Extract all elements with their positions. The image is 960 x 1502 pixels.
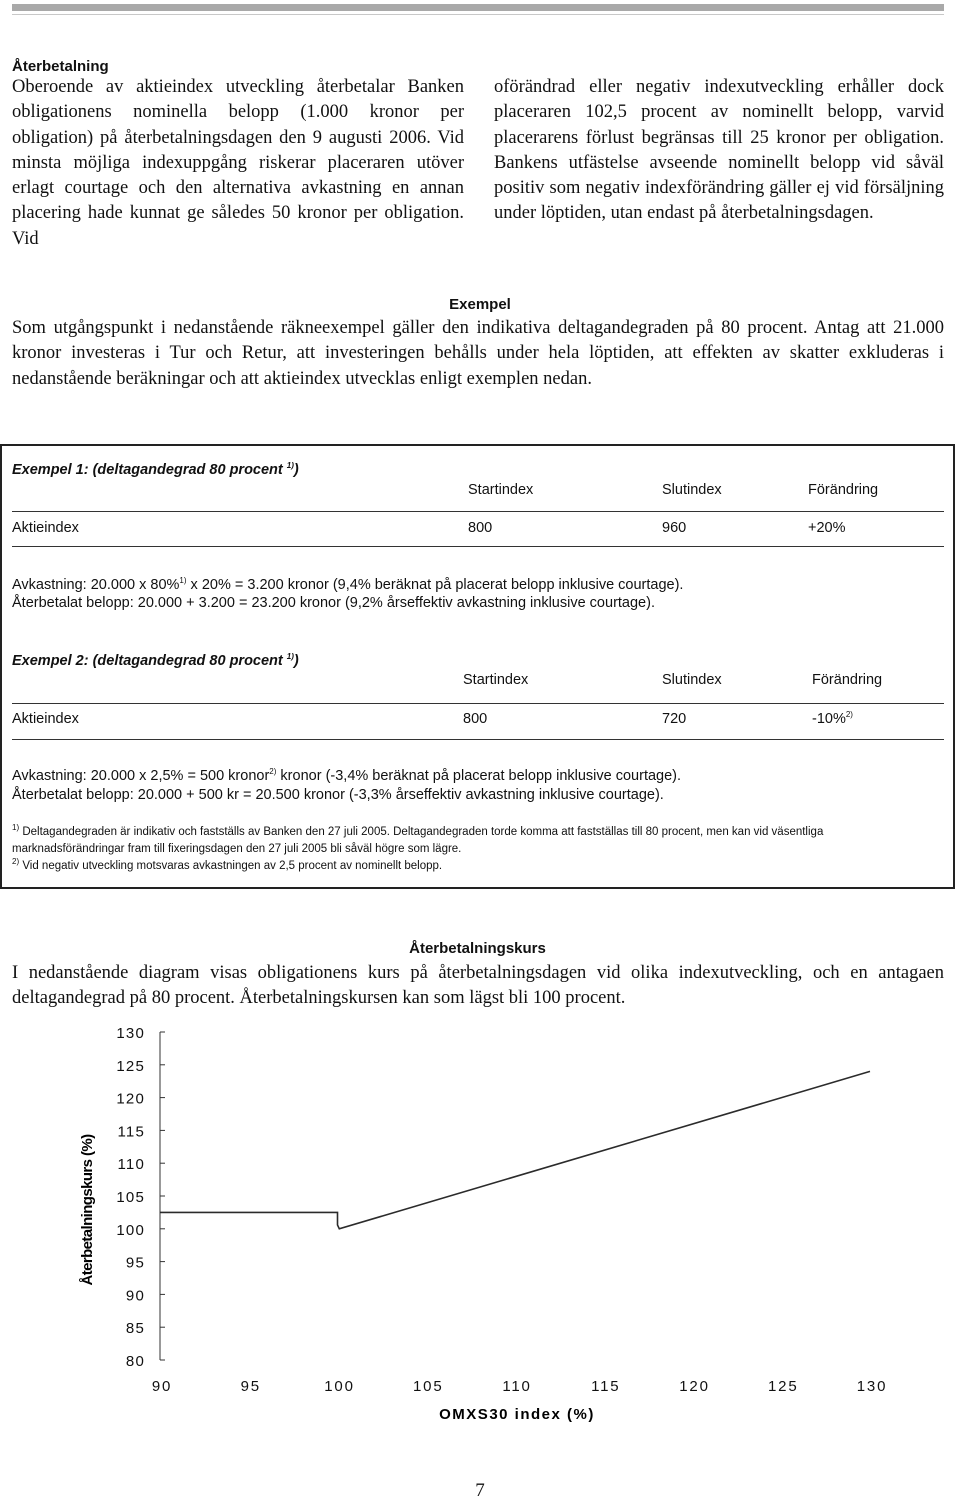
x-tick-label: 110 — [502, 1378, 532, 1395]
y-tick-label: 125 — [116, 1057, 145, 1075]
x-tick-label: 100 — [324, 1378, 355, 1395]
y-tick-label: 105 — [116, 1189, 145, 1206]
example2-end-value: 720 — [662, 711, 687, 727]
paragraph-right: oförändrad eller negativ indexutveckling erhåller dock placeraren 102,5 procent av nominellt belopp, varvid placerarens förlust begränsas till 25 kronor per obligation. Bankens utfästelse avseende nominellt belopp vid såväl positiv som negativ indexförändring gäller ej vid försäljning under löptiden, utan endast på återbetalningsdagen. — [494, 77, 944, 224]
example1-end-value: 960 — [662, 520, 687, 536]
example1-aterbetalat: Återbetalat belopp: 20.000 + 3.200 = 23.200 kronor (9,2% årseffektiv avkastning inklusive courtage). — [12, 595, 655, 611]
x-tick-label: 130 — [856, 1378, 888, 1395]
x-tick-label: 90 — [151, 1378, 173, 1395]
x-axis-label: OMXS30 index (%) — [439, 1406, 595, 1423]
example2-row-label: Aktieindex — [12, 711, 79, 727]
y-tick-label: 80 — [125, 1353, 145, 1370]
example2-col-change: Förändring — [812, 672, 883, 688]
y-tick-label: 115 — [117, 1123, 145, 1141]
example2-col-end: Slutindex — [662, 672, 722, 688]
example2-start-value: 800 — [463, 711, 488, 727]
y-tick-label: 85 — [125, 1320, 145, 1338]
y-tick-label: 90 — [125, 1287, 145, 1305]
section-heading: Återbetalning — [12, 58, 109, 75]
example1-col-start: Startindex — [468, 482, 534, 498]
page-number: 7 — [475, 1480, 485, 1501]
exempel-heading: Exempel — [449, 296, 511, 313]
y-tick-label: 130 — [116, 1025, 145, 1042]
top-rule — [12, 4, 944, 11]
example2-title: Exempel 2: (deltagandegrad 80 procent $^{1)}$) — [12, 652, 299, 669]
top-rule-thin — [12, 14, 944, 15]
example1-rule-top — [12, 511, 944, 512]
y-axis-label: Återbetalningskurs (%) — [79, 1134, 96, 1286]
example1-title: Exempel 1: (deltagandegrad 80 procent $^{1)}$) — [12, 461, 299, 478]
x-tick-label: 95 — [240, 1378, 261, 1395]
exempel-intro: Som utgångspunkt i nedanstående räkneexempel gäller den indikativa deltagandegraden på 80 procent. Antag att 21.000 kronor investeras i Tur och Retur, att investeringen behålls under hela löptiden, att effekten av skatter exkluderas i nedanstående beräkningar och att aktieindex utvecklas enligt exemplen nedan. — [12, 318, 944, 389]
example2-avkastning: Avkastning: 20.000 x 2,5% = 500 kronor$^{2)}$ kronor (-3,4% beräknat på placerat belopp inklusive courtage). — [12, 767, 682, 784]
x-tick-label: 120 — [679, 1378, 710, 1395]
example1-col-end: Slutindex — [662, 482, 722, 498]
example1-change-value: +20% — [808, 520, 846, 536]
footnote-1: $^{1)}$ Deltagandegraden är indikativ och fastställs av Banken den 27 juli 2005. Deltagandegraden torde komma att fastställas till 80 procent, men kan vid väsentliga marknadsförändringar fram till fixeringsdagen den 27 juli 2005 bli såväl högre som lägre. — [12, 823, 824, 855]
y-tick-label: 110 — [117, 1156, 145, 1174]
example2-col-start: Startindex — [463, 672, 529, 688]
series-line — [160, 1071, 870, 1228]
footnote-2: $^{2)}$ Vid negativ utveckling motsvaras avkastningen av 2,5 procent av nominellt belopp. — [12, 857, 443, 872]
repayment-chart — [0, 1010, 960, 1430]
y-tick-label: 100 — [116, 1221, 145, 1239]
example1-avkastning: Avkastning: 20.000 x 80%$^{1)}$ x 20% = 3.200 kronor (9,4% beräknat på placerat belopp inklusive courtage). — [12, 576, 684, 593]
y-tick-label: 95 — [125, 1254, 145, 1272]
x-tick-label: 115 — [591, 1378, 621, 1395]
y-tick-label: 120 — [116, 1090, 145, 1108]
example2-rule-bottom — [12, 739, 944, 740]
x-tick-label: 105 — [413, 1378, 444, 1395]
chart-heading: Återbetalningskurs — [409, 940, 546, 957]
x-axis — [152, 1378, 887, 1395]
example1-row-label: Aktieindex — [12, 520, 79, 536]
example1-col-change: Förändring — [808, 482, 879, 498]
example2-change-value: -10%$^{2)}$ — [812, 710, 853, 727]
example2-aterbetalat: Återbetalat belopp: 20.000 + 500 kr = 20.500 kronor (-3,3% årseffektiv avkastning inklusive courtage). — [12, 787, 664, 803]
example1-start-value: 800 — [468, 520, 493, 536]
paragraph-left: Oberoende av aktieindex utveckling återbetalar Banken obligationens nominella belopp (1.000 kronor per obligation) på återbetalningsdagen den 9 augusti 2006. Vid minsta möjliga indexuppgång riskerar placeraren utöver erlagt courtage och den alternativa avkastning en annan placering hade kunnat ge således 50 kronor per obligation. Vid — [12, 77, 464, 249]
chart-series — [160, 1071, 870, 1228]
example1-rule-bottom — [12, 546, 944, 547]
y-axis — [116, 1025, 165, 1370]
chart-description: I nedanstående diagram visas obligationens kurs på återbetalningsdagen vid olika indexutveckling, och en antagaen deltagandegrad på 80 procent. Återbetalningskursen kan som lägst bli 100 procent. — [12, 963, 944, 1009]
x-tick-label: 125 — [768, 1378, 799, 1395]
example2-rule-top — [12, 703, 944, 704]
